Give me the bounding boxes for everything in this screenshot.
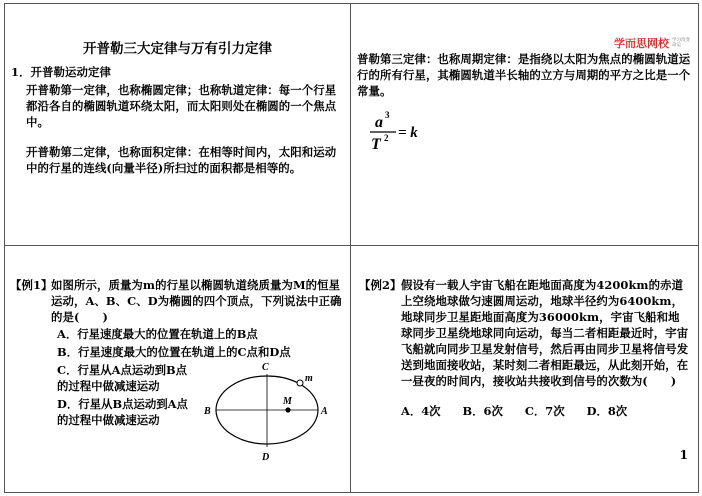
kepler-third-law-formula [365,108,425,156]
example-2-choice-a: A．4次 [401,404,441,418]
kepler-first-law: 开普勒第一定律，也称椭圆定律；也称轨道定律：每一个行星都沿各自的椭圆轨道环绕太阳，而太阳则处在椭圆的一个焦点中。 [26,83,337,129]
star-M [285,407,290,412]
page-title: 开普勒三大定律与万有引力定律 [83,41,272,57]
label-A: A [321,406,328,417]
formula-den-exponent: 2 [384,133,389,143]
example-1-option-b: B．行星速度最大的位置在轨道上的C点和D点 [57,345,291,359]
slide-1 [4,3,351,246]
planet-m [297,380,303,386]
slide-example-1 [4,245,351,493]
orbit-diagram [201,362,331,462]
slide-example-2 [350,245,699,493]
label-M: M [283,396,292,407]
example-1-option-c: C．行星从A点运动到B点的过程中做减速运动 [57,363,188,393]
example-2-label: 【例2】 [359,278,402,292]
formula-num-exponent: 3 [385,110,390,120]
formula-numerator: a [375,114,383,131]
slide-2 [350,3,699,246]
label-C: C [262,362,269,373]
kepler-second-law: 开普勒第二定律，也称面积定律：在相等时间内，太阳和运动中的行星的连线(向量半径)所扫过的面积都是相等的。 [26,145,337,175]
example-1-question: 如图所示，质量为m的行星以椭圆轨道绕质量为M的恒星运动，A、B、C、D为椭圆的四个顶点，下列说法中正确的是( ) [51,278,342,324]
formula-denominator: T [371,136,381,153]
label-B: B [204,406,211,417]
page-number: 1 [679,448,688,462]
example-1-label: 【例1】 [10,278,53,292]
label-m: m [305,373,313,384]
example-2-question: 假设有一载人宇宙飞船在距地面高度为4200km的赤道上空绕地球做匀速圆周运动，地球半径约为6400km，地球同步卫星距地面高度为36000km，宇宙飞船和地球同步卫星绕地球同向运动，每当二者相距最近时，宇宙飞船就向同步卫星发射信号，然后再由同步卫星将信号发送到地面接收站，某时刻二者相距最远，从此刻开始，在一昼夜的时间内，接收站共接收到信号的次数为( ) [401,278,689,388]
brand-logo [614,35,690,51]
example-1-option-d: D．行星从B点运动到A点的过程中做减速运动 [57,397,188,427]
example-2-choices [401,403,645,419]
example-2-choice-b: B．6次 [462,404,503,418]
example-2-choice-c: C．7次 [524,404,565,418]
kepler-third-law: 普勒第三定律：也称周期定律：是指绕以太阳为焦点的椭圆轨道运行的所有行星，其椭圆轨道半长轴的立方与周期的平方之比是一个常量。 [357,52,691,98]
example-2-choice-d: D．8次 [586,404,628,418]
logo-text: 学而思网校 [614,37,669,50]
section-heading: 1．开普勒运动定律 [11,65,111,79]
example-1-option-a: A．行星速度最大的位置在轨道上的B点 [57,327,258,341]
logo-subtext: 学习改变命运 [672,38,690,48]
formula-rhs: = k [398,125,418,141]
label-D: D [262,452,270,462]
